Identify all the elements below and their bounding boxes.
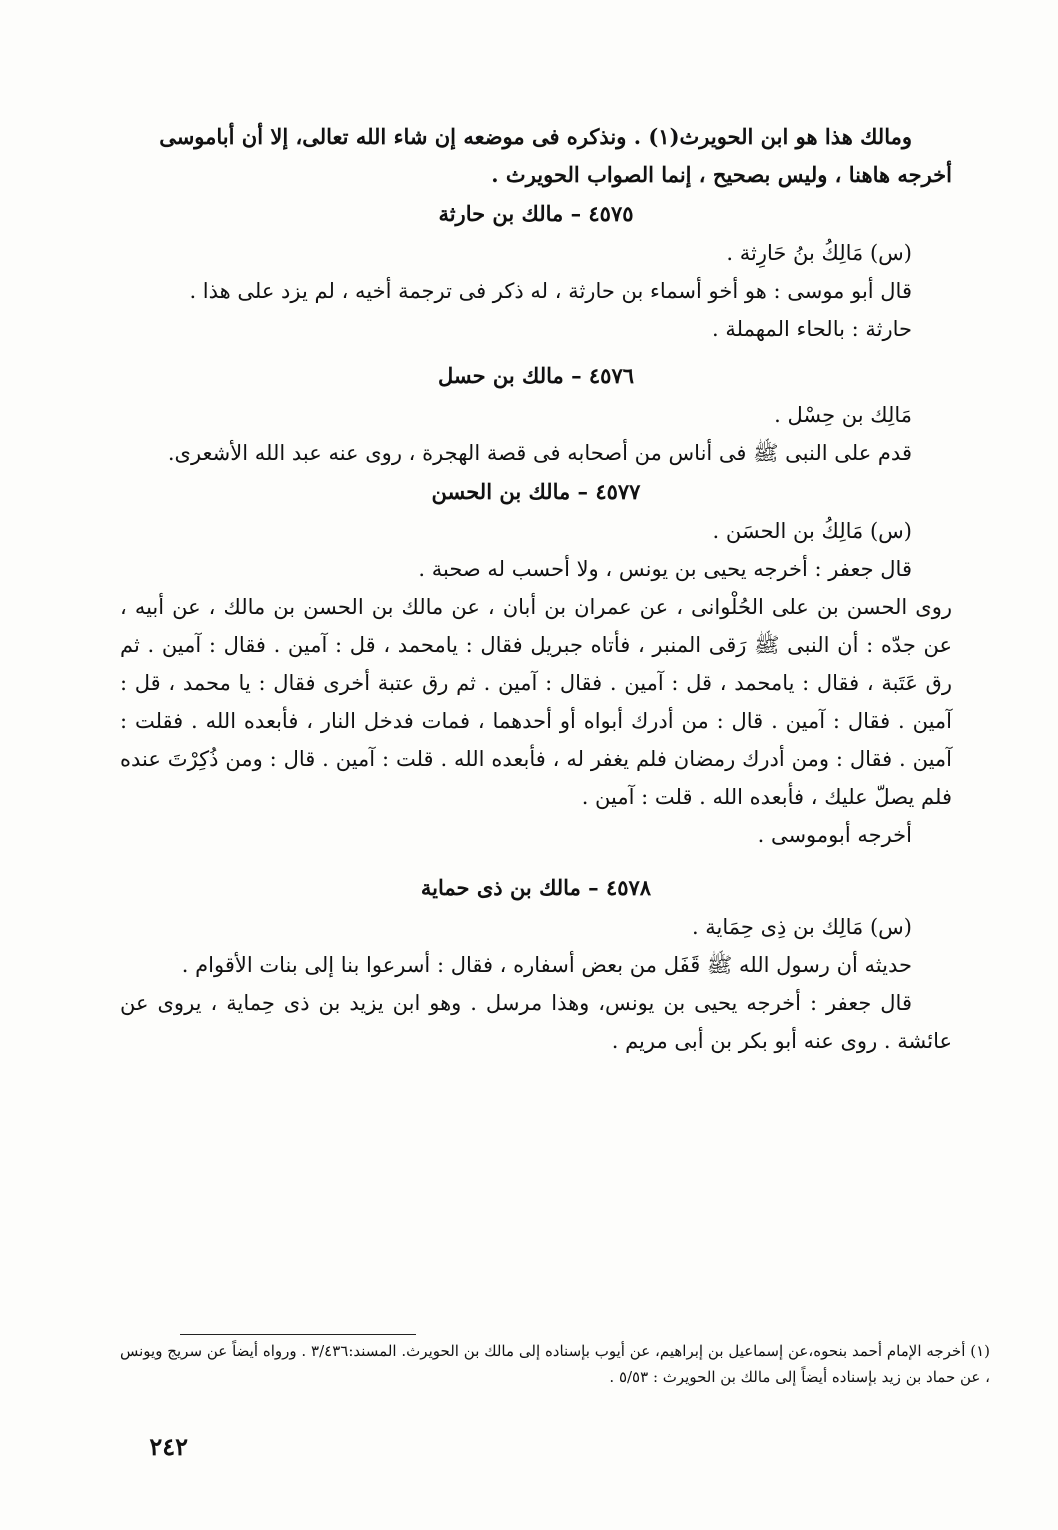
paragraph: قال أبو موسى : هو أخو أسماء بن حارثة ، له ذكر فى ترجمة أخيه ، لم يزد على هذا .	[189, 279, 912, 303]
footnote: (١) أخرجه الإمام أحمد بنحوه،عن إسماعيل بن إبراهيم، عن أيوب بإسناده إلى مالك بن الحويرث. المسند:٣/٤٣٦ . ورواه أيضاً عن سريج ويونس ، عن حماد بن زيد بإسناده أيضاً إلى مالك بن الحويرث : ٥/٥٣ .	[120, 1342, 990, 1386]
page-number: ٢٤٢	[149, 1432, 188, 1461]
paragraph: حارثة : بالحاء المهملة .	[712, 317, 912, 341]
entry-heading: ٤٥٧٦ – مالك بن حسل	[437, 363, 635, 388]
spacer	[120, 854, 952, 868]
entry-heading: ٤٥٧٧ – مالك بن الحسن	[431, 479, 641, 504]
paragraph: أخرجه هاهنا ، وليس بصحيح ، إنما الصواب الحويرث .	[491, 162, 952, 187]
paragraph: قال جعفر : أخرجه يحيى بن يونس ، ولا أحسب له صحبة .	[418, 557, 912, 581]
paragraph: قال جعفر : أخرجه يحيى بن يونس، وهذا مرسل . وهو ابن يزيد بن ذى حِماية ، يروى عن عائشة . روى عنه أبو بكر بن أبى مريم .	[120, 991, 952, 1053]
paragraph: حديثه أن رسول الله ﷺ قَفَل من بعض أسفاره ، فقال : أسرعوا بنا إلى بنات الأقوام .	[181, 953, 912, 977]
paragraph: أخرجه أبوموسى .	[757, 823, 912, 847]
paragraph: روى الحسن بن على الحُلْوانى ، عن عمران بن أبان ، عن مالك بن الحسن بن مالك ، عن أبيه ، عن جدّه : أن النبى ﷺ رَقى المنبر ، فأتاه جبريل فقال : يامحمد ، قل : آمين . فقال : آمين . ثم رق عَتَبة ، فقال : يامحمد ، قل : آمين . فقال : آمين . ثم رق عتبة أخرى فقال : يا محمد ، قل : آمين . فقال : آمين . قال : من أدرك أبواه أو أحدهما ، فمات فدخل النار ، فأبعده الله . فقلت : آمين . فقال : ومن أدرك رمضان فلم يغفر له ، فأبعده الله . قلت : آمين . قال : ومن ذُكِرْتَ عنده فلم يصلّ عليك ، فأبعده الله . قلت : آمين .	[120, 595, 952, 809]
entry-name: (س) مَالِك بن ذِى حِمَاية .	[691, 915, 912, 939]
paragraph: ومالك هذا هو ابن الحويرث(١) . ونذكره فى موضعه إن شاء الله تعالى، إلا أن أباموسى	[159, 124, 912, 149]
main-text	[120, 118, 952, 1060]
spacer	[120, 348, 952, 356]
footnotes	[120, 1338, 990, 1390]
entry-name: (س) مَالِكُ بنُ حَارِثة .	[726, 241, 912, 265]
entry-name: مَالِك بن حِسْل .	[774, 403, 912, 427]
entry-heading: ٤٥٧٨ – مالك بن ذى حماية	[420, 875, 652, 900]
entry-heading: ٤٥٧٥ – مالك بن حارثة	[438, 201, 634, 226]
paragraph: قدم على النبى ﷺ فى أناس من أصحابه فى قصة الهجرة ، روى عنه عبد الله الأشعرى.	[167, 441, 912, 465]
entry-name: (س) مَالِكُ بن الحسَن .	[712, 519, 912, 543]
footnote-divider	[180, 1334, 416, 1335]
